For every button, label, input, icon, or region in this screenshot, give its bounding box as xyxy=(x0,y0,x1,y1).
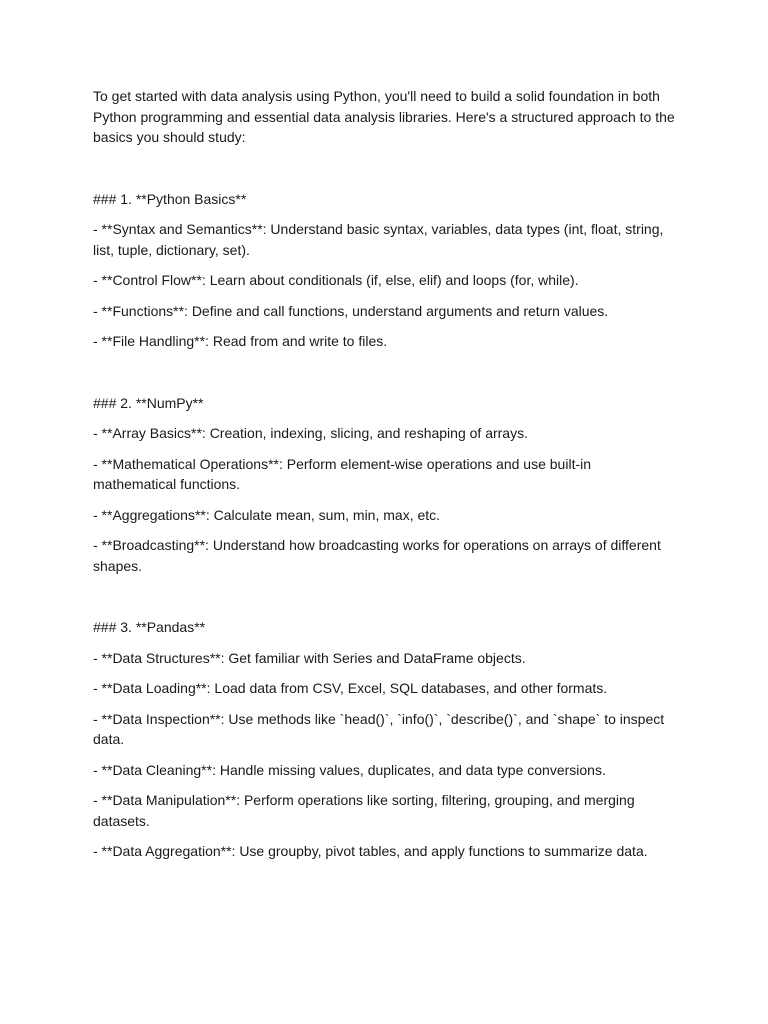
section-numpy xyxy=(93,393,678,577)
section-pandas xyxy=(93,617,678,862)
section-python-basics xyxy=(93,189,678,352)
list-item: - **Broadcasting**: Understand how broadcasting works for operations on arrays of different shapes. xyxy=(93,537,661,574)
list-item: - **Data Aggregation**: Use groupby, pivot tables, and apply functions to summarize data. xyxy=(93,843,648,859)
list-item: - **Control Flow**: Learn about conditionals (if, else, elif) and loops (for, while). xyxy=(93,272,579,288)
list-item: - **Data Inspection**: Use methods like `head()`, `info()`, `describe()`, and `shape` to inspect data. xyxy=(93,710,665,747)
document-body xyxy=(93,86,678,903)
list-item: - **Functions**: Define and call functions, understand arguments and return values. xyxy=(93,302,609,319)
intro-paragraph: To get started with data analysis using Python, you'll need to build a solid foundation in both Python programming and essential data analysis libraries. Here's a structured approach to the basics you should study: xyxy=(93,88,675,145)
section-heading: ### 2. **NumPy** xyxy=(93,394,204,411)
list-item: - **Data Cleaning**: Handle missing values, duplicates, and data type conversions. xyxy=(93,761,606,778)
list-item: - **File Handling**: Read from and write to files. xyxy=(93,333,388,349)
list-item: - **Syntax and Semantics**: Understand basic syntax, variables, data types (int, float, string, list, tuple, dictionary, set). xyxy=(93,221,664,258)
list-item: - **Data Structures**: Get familiar with Series and DataFrame objects. xyxy=(93,649,526,666)
list-item: - **Data Manipulation**: Perform operations like sorting, filtering, grouping, and merging datasets. xyxy=(93,792,635,829)
list-item: - **Data Loading**: Load data from CSV, Excel, SQL databases, and other formats. xyxy=(93,680,608,696)
list-item: - **Array Basics**: Creation, indexing, slicing, and reshaping of arrays. xyxy=(93,425,528,441)
list-item: - **Mathematical Operations**: Perform element-wise operations and use built-in mathematical functions. xyxy=(93,455,592,492)
section-heading: ### 3. **Pandas** xyxy=(93,619,206,635)
section-heading: ### 1. **Python Basics** xyxy=(93,190,247,207)
list-item: - **Aggregations**: Calculate mean, sum, min, max, etc. xyxy=(93,506,441,523)
